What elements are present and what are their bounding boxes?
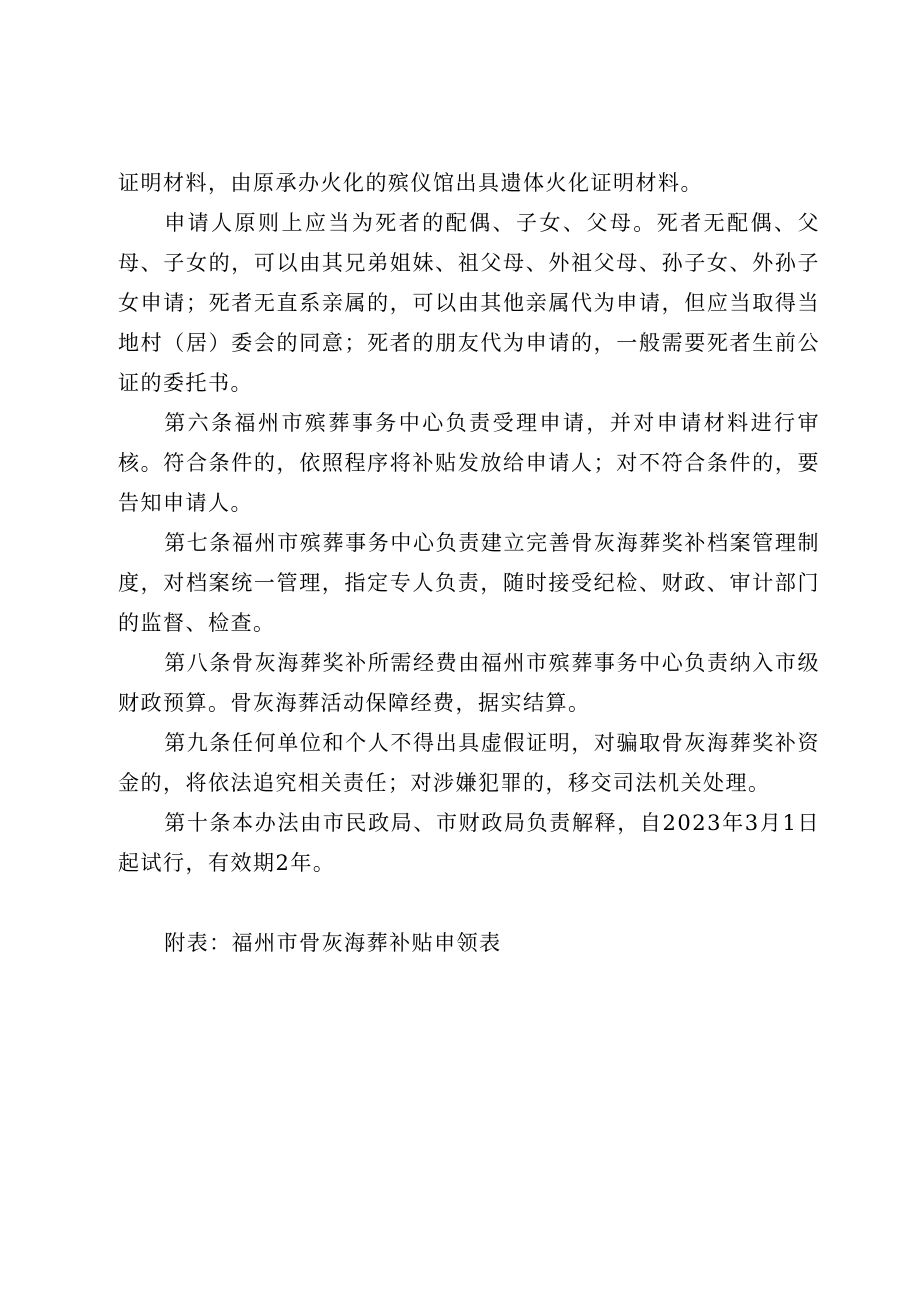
paragraph-article-7: 第七条福州市殡葬事务中心负责建立完善骨灰海葬奖补档案管理制度，对档案统一管理，指定专人负责，随时接受纪检、财政、审计部门的监督、检查。: [118, 531, 820, 635]
paragraph-article-10: 第十条本办法由市民政局、市财政局负责解释，自2023年3月1日起试行，有效期2年。: [118, 811, 820, 875]
paragraph-article-6: 第六条福州市殡葬事务中心负责受理申请，并对申请材料进行审核。符合条件的，依照程序将补贴发放给申请人；对不符合条件的，要告知申请人。: [118, 411, 820, 515]
paragraph-article-8: 第八条骨灰海葬奖补所需经费由福州市殡葬事务中心负责纳入市级财政预算。骨灰海葬活动保障经费，据实结算。: [118, 651, 820, 715]
paragraph-article-9: 第九条任何单位和个人不得出具虚假证明，对骗取骨灰海葬奖补资金的，将依法追究相关责任；对涉嫌犯罪的，移交司法机关处理。: [118, 731, 820, 795]
document-body: [118, 163, 820, 963]
attachment-note: 附表：福州市骨灰海葬补贴申领表: [164, 931, 502, 955]
paragraph-applicant-rules: 申请人原则上应当为死者的配偶、子女、父母。死者无配偶、父母、子女的，可以由其兄弟姐妹、祖父母、外祖父母、孙子女、外孙子女申请；死者无直系亲属的，可以由其他亲属代为申请，但应当取得当地村（居）委会的同意；死者的朋友代为申请的，一般需要死者生前公证的委托书。: [118, 211, 820, 395]
paragraph-continuation: 证明材料，由原承办火化的殡仪馆出具遗体火化证明材料。: [118, 171, 703, 195]
